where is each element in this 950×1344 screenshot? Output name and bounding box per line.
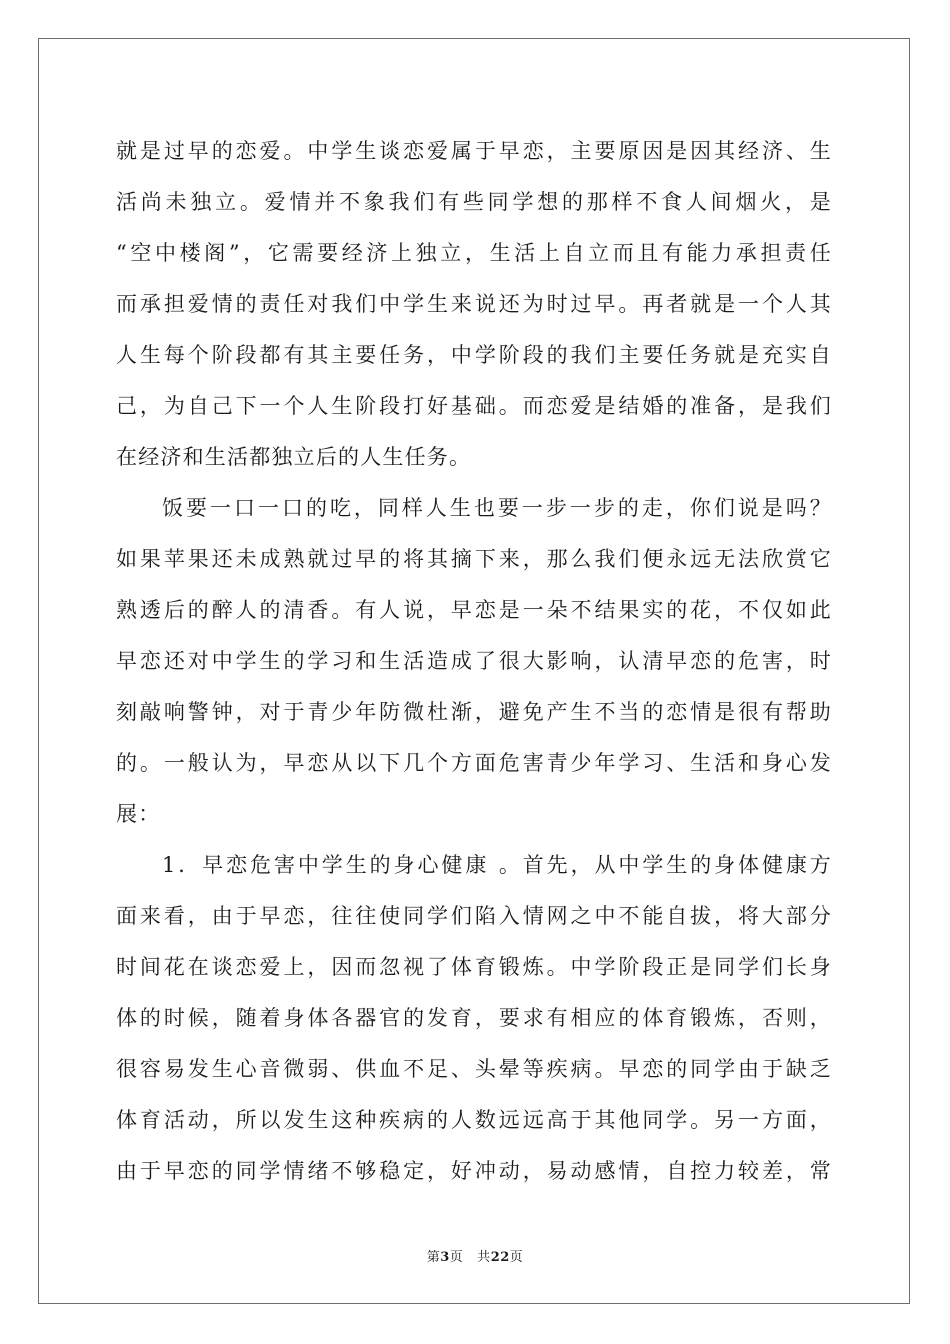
page-footer (0, 1246, 950, 1265)
text-line: 而承担爱情的责任对我们中学生来说还为时过早。再者就是一个人其 (116, 292, 832, 316)
text-line: 很容易发生心音微弱、供血不足、头晕等疾病。早恋的同学由于缺乏 (116, 1057, 832, 1081)
paragraph-start-line: 1．早恋危害中学生的身心健康 。首先，从中学生的身体健康方 (162, 853, 832, 877)
text-line: 体的时候，随着身体各器官的发育，要求有相应的体育锻炼，否则， (116, 1006, 832, 1030)
footer-page-suffix: 页 (449, 1250, 464, 1265)
document-body (116, 126, 832, 1197)
footer-total-pages: 22 (490, 1250, 510, 1265)
text-line: 面来看，由于早恋，往往使同学们陷入情网之中不能自拔，将大部分 (116, 904, 832, 928)
paragraph-start-line: 饭要一口一口的吃，同样人生也要一步一步的走，你们说是吗？ (162, 496, 832, 520)
text-line: 己，为自己下一个人生阶段打好基础。而恋爱是结婚的准备，是我们 (116, 394, 832, 418)
text-line: 在经济和生活都独立后的人生任务。 (116, 445, 472, 469)
text-line: 由于早恋的同学情绪不够稳定，好冲动，易动感情，自控力较差，常 (116, 1159, 832, 1183)
footer-page-prefix: 第 (426, 1250, 441, 1265)
text-line: 活尚未独立。爱情并不象我们有些同学想的那样不食人间烟火，是 (116, 190, 832, 214)
text-line: “空中楼阁”，它需要经济上独立，生活上自立而且有能力承担责任 (116, 241, 832, 265)
text-line: 的。一般认为，早恋从以下几个方面危害青少年学习、生活和身心发 (116, 751, 832, 775)
footer-total-suffix: 页 (509, 1250, 524, 1265)
text-line: 体育活动，所以发生这种疾病的人数远远高于其他同学。另一方面， (116, 1108, 832, 1132)
text-line: 人生每个阶段都有其主要任务，中学阶段的我们主要任务就是充实自 (116, 343, 832, 367)
text-line: 展： (116, 802, 161, 826)
text-line: 刻敲响警钟，对于青少年防微杜渐，避免产生不当的恋情是很有帮助 (116, 700, 832, 724)
text-line: 如果苹果还未成熟就过早的将其摘下来，那么我们便永远无法欣赏它 (116, 547, 832, 571)
text-line: 熟透后的醉人的清香。有人说，早恋是一朵不结果实的花，不仅如此 (116, 598, 832, 622)
footer-page-number: 3 (440, 1250, 450, 1265)
text-line: 就是过早的恋爱。中学生谈恋爱属于早恋，主要原因是因其经济、生 (116, 139, 832, 163)
text-line: 早恋还对中学生的学习和生活造成了很大影响，认清早恋的危害，时 (116, 649, 832, 673)
text-line: 时间花在谈恋爱上，因而忽视了体育锻炼。中学阶段正是同学们长身 (116, 955, 832, 979)
footer-total-prefix: 共 (477, 1250, 491, 1265)
